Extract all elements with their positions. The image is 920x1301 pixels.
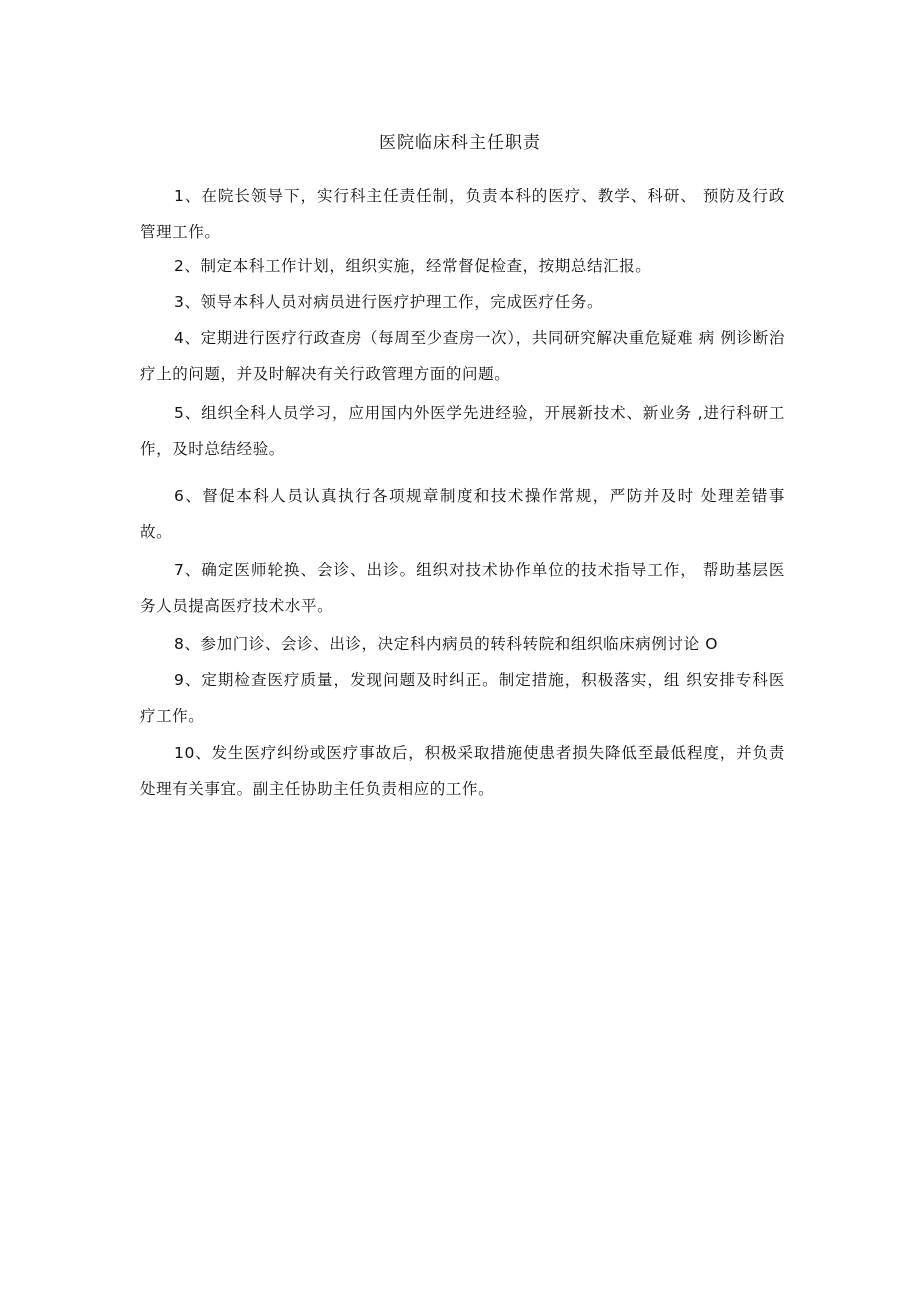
duty-item-3: 3、领导本科人员对病员进行医疗护理工作，完成医疗任务。 bbox=[174, 293, 604, 311]
duty-item-8: 8、参加门诊、会诊、出诊，决定科内病员的转科转院和组织临床病例讨论 O bbox=[174, 635, 718, 653]
duty-item-6: 6、督促本科人员认真执行各项规章制度和技术操作常规，严防并及时 处理差错事故。 bbox=[140, 487, 785, 541]
duty-item-1: 1、在院长领导下，实行科主任责任制，负责本科的医疗、教学、科研、 预防及行政管理工作。 bbox=[140, 187, 785, 241]
duty-item-4: 4、定期进行医疗行政查房（每周至少查房一次），共同研究解决重危疑难 病 例诊断治疗上的问题，并及时解决有关行政管理方面的问题。 bbox=[140, 329, 785, 383]
duty-item-9: 9、定期检查医疗质量，发现问题及时纠正。制定措施，积极落实，组 织安排专科医疗工作。 bbox=[140, 671, 785, 725]
document-title: 医院临床科主任职责 bbox=[379, 133, 541, 153]
duty-item-5: 5、组织全科人员学习，应用国内外医学先进经验，开展新技术、新业务 ,进行科研工作，及时总结经验。 bbox=[140, 404, 785, 458]
duty-item-2: 2、制定本科工作计划，组织实施，经常督促检查，按期总结汇报。 bbox=[174, 257, 652, 275]
duty-item-10: 10、发生医疗纠纷或医疗事故后，积极采取措施使患者损失降低至最低程度，并负责处理有关事宜。副主任协助主任负责相应的工作。 bbox=[140, 744, 785, 798]
duty-item-7: 7、确定医师轮换、会诊、出诊。组织对技术协作单位的技术指导工作， 帮助基层医务人员提高医疗技术水平。 bbox=[140, 561, 785, 615]
